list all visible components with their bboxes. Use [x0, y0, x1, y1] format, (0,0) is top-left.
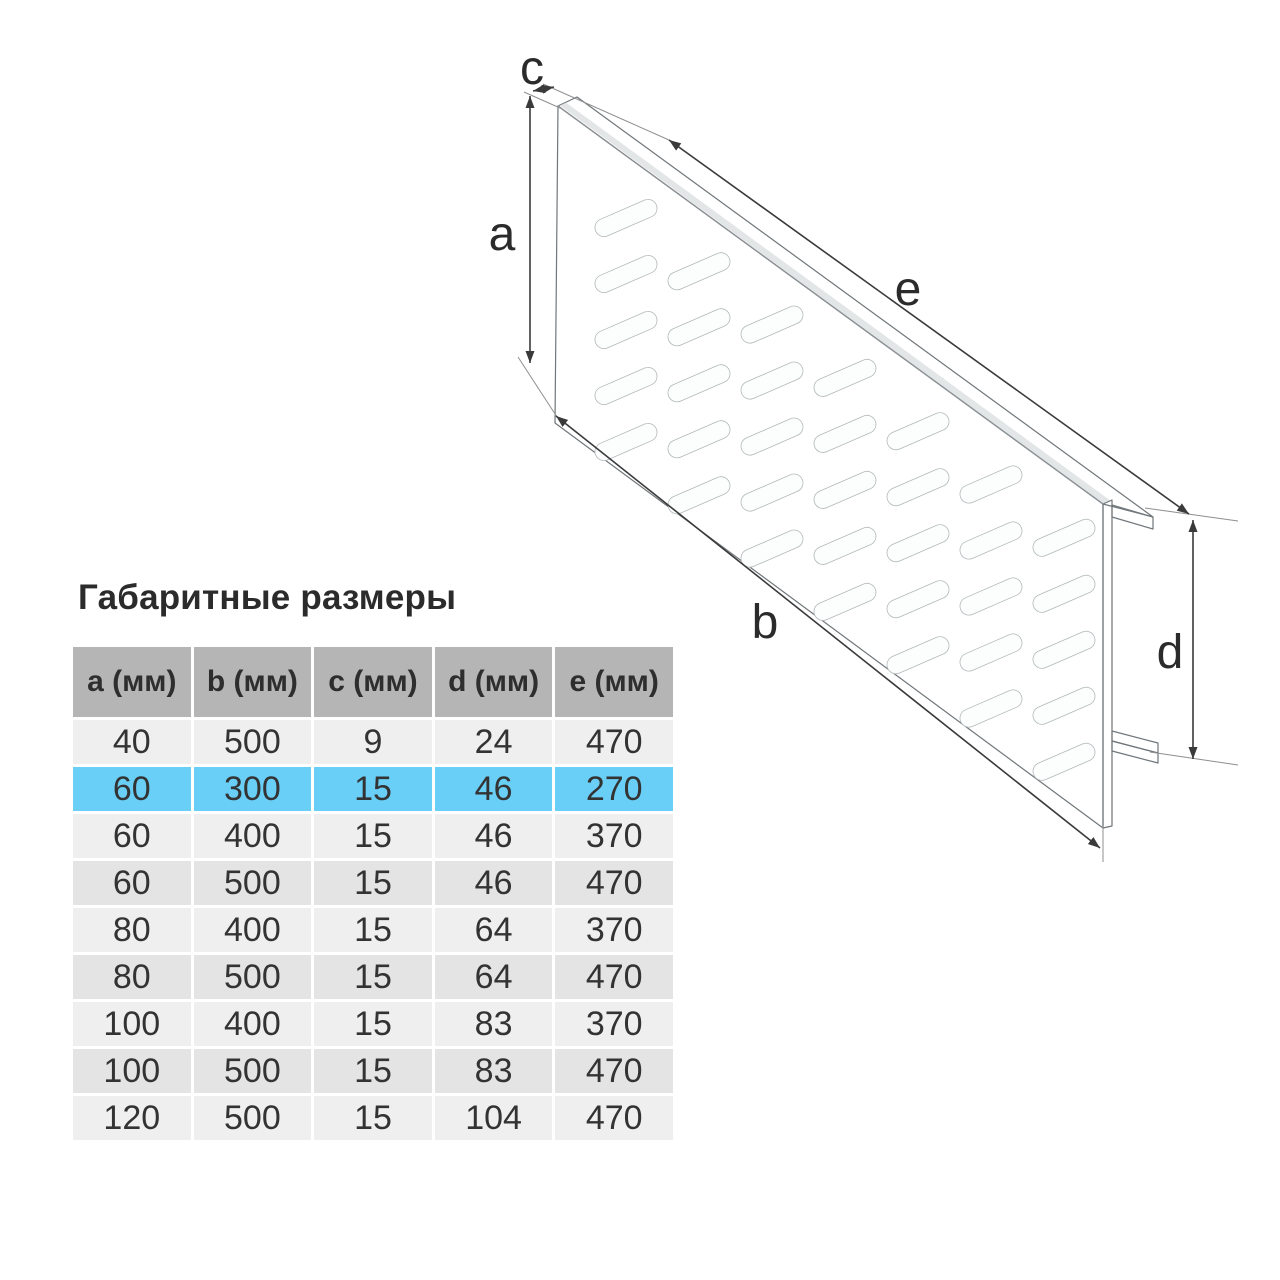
table-cell: 500: [194, 1049, 312, 1093]
table-cell: 15: [314, 908, 432, 952]
table-cell: 104: [435, 1096, 553, 1140]
slot-hole: [1030, 516, 1098, 559]
slot-hole: [884, 410, 952, 453]
slot-hole: [738, 303, 806, 346]
table-cell: 15: [314, 814, 432, 858]
slot-hole: [957, 631, 1025, 674]
slot-hole: [1030, 572, 1098, 615]
slot-hole: [811, 580, 879, 623]
slot-hole: [665, 250, 733, 293]
dimension-label-c: c: [520, 42, 544, 95]
slot-hole: [884, 466, 952, 509]
table-cell: 46: [435, 861, 553, 905]
slot-hole: [957, 575, 1025, 618]
slot-hole: [811, 356, 879, 399]
slot-hole: [592, 365, 660, 408]
table-cell: 80: [73, 908, 191, 952]
slot-hole: [592, 197, 660, 240]
extension-line-d-top: [1145, 508, 1238, 521]
table-row: [73, 861, 673, 905]
slot-hole: [884, 578, 952, 621]
table-cell: 46: [435, 814, 553, 858]
table-cell: 83: [435, 1002, 553, 1046]
column-header-e: e (мм): [555, 647, 673, 717]
slot-hole: [738, 359, 806, 402]
table-cell: 100: [73, 1002, 191, 1046]
slot-hole: [1030, 684, 1098, 727]
table-cell: 470: [555, 955, 673, 999]
table-cell: 24: [435, 720, 553, 764]
slot-hole: [665, 418, 733, 461]
column-header-c: c (мм): [314, 647, 432, 717]
table-title: Габаритные размеры: [78, 578, 457, 617]
table-cell: 400: [194, 1002, 312, 1046]
table-cell: 15: [314, 1096, 432, 1140]
extension-line-c-e: [543, 84, 669, 140]
table-row: [73, 767, 673, 811]
table-row: [73, 955, 673, 999]
table-cell: 80: [73, 955, 191, 999]
table-cell: 15: [314, 861, 432, 905]
table-cell: 370: [555, 908, 673, 952]
slot-hole: [957, 687, 1025, 730]
table-cell: 40: [73, 720, 191, 764]
column-header-a: a (мм): [73, 647, 191, 717]
slot-hole: [738, 471, 806, 514]
table-cell: 470: [555, 861, 673, 905]
slot-hole: [1030, 740, 1098, 783]
table-cell: 15: [314, 1049, 432, 1093]
table-row: [73, 1049, 673, 1093]
table-cell: 370: [555, 814, 673, 858]
slot-hole: [665, 306, 733, 349]
table-cell: 470: [555, 1049, 673, 1093]
slot-hole: [738, 415, 806, 458]
table-cell: 83: [435, 1049, 553, 1093]
table-body: [73, 720, 673, 1140]
table-cell: 500: [194, 1096, 312, 1140]
table-cell: 64: [435, 908, 553, 952]
slot-hole: [592, 421, 660, 464]
slot-hole: [738, 527, 806, 570]
table-cell: 500: [194, 955, 312, 999]
slot-hole: [957, 463, 1025, 506]
table-cell: 120: [73, 1096, 191, 1140]
slot-hole: [592, 309, 660, 352]
slot-hole: [811, 468, 879, 511]
table-cell: 270: [555, 767, 673, 811]
top-flange: [558, 97, 1153, 517]
table-cell: 9: [314, 720, 432, 764]
table-row: [73, 908, 673, 952]
table-cell: 500: [194, 720, 312, 764]
dimension-label-d: d: [1156, 626, 1184, 679]
extension-line-d-bottom: [1150, 752, 1238, 765]
column-header-d: d (мм): [435, 647, 553, 717]
bottom-flange-top: [1112, 731, 1158, 753]
plate-right-edge: [1103, 500, 1112, 828]
table-cell: 60: [73, 814, 191, 858]
dimension-label-a: a: [488, 208, 516, 261]
slot-hole: [957, 519, 1025, 562]
table-cell: 60: [73, 861, 191, 905]
table-cell: 470: [555, 1096, 673, 1140]
dimension-label-b: b: [751, 596, 779, 649]
extension-line-a-bottom: [518, 357, 557, 417]
table-cell: 470: [555, 720, 673, 764]
table-row: [73, 1096, 673, 1140]
column-header-b: b (мм): [194, 647, 312, 717]
table-cell: 400: [194, 814, 312, 858]
table-row: [73, 1002, 673, 1046]
slot-hole: [811, 524, 879, 567]
slot-hole: [884, 634, 952, 677]
slot-hole: [1030, 628, 1098, 671]
table-row: [73, 814, 673, 858]
table-cell: 46: [435, 767, 553, 811]
table-cell: 300: [194, 767, 312, 811]
table-cell: 500: [194, 861, 312, 905]
table-cell: 400: [194, 908, 312, 952]
table-cell: 15: [314, 767, 432, 811]
table-cell: 15: [314, 1002, 432, 1046]
slot-hole: [592, 253, 660, 296]
table-header-row: [73, 647, 673, 717]
dimension-label-e: e: [894, 263, 922, 316]
table-cell: 15: [314, 955, 432, 999]
table-row: [73, 720, 673, 764]
table-cell: 64: [435, 955, 553, 999]
slot-hole: [665, 362, 733, 405]
table-cell: 100: [73, 1049, 191, 1093]
table-cell: 370: [555, 1002, 673, 1046]
slot-hole: [811, 412, 879, 455]
dimensions-table: [70, 644, 676, 1143]
table-header: [73, 647, 673, 717]
table-cell: 60: [73, 767, 191, 811]
slot-hole: [884, 522, 952, 565]
